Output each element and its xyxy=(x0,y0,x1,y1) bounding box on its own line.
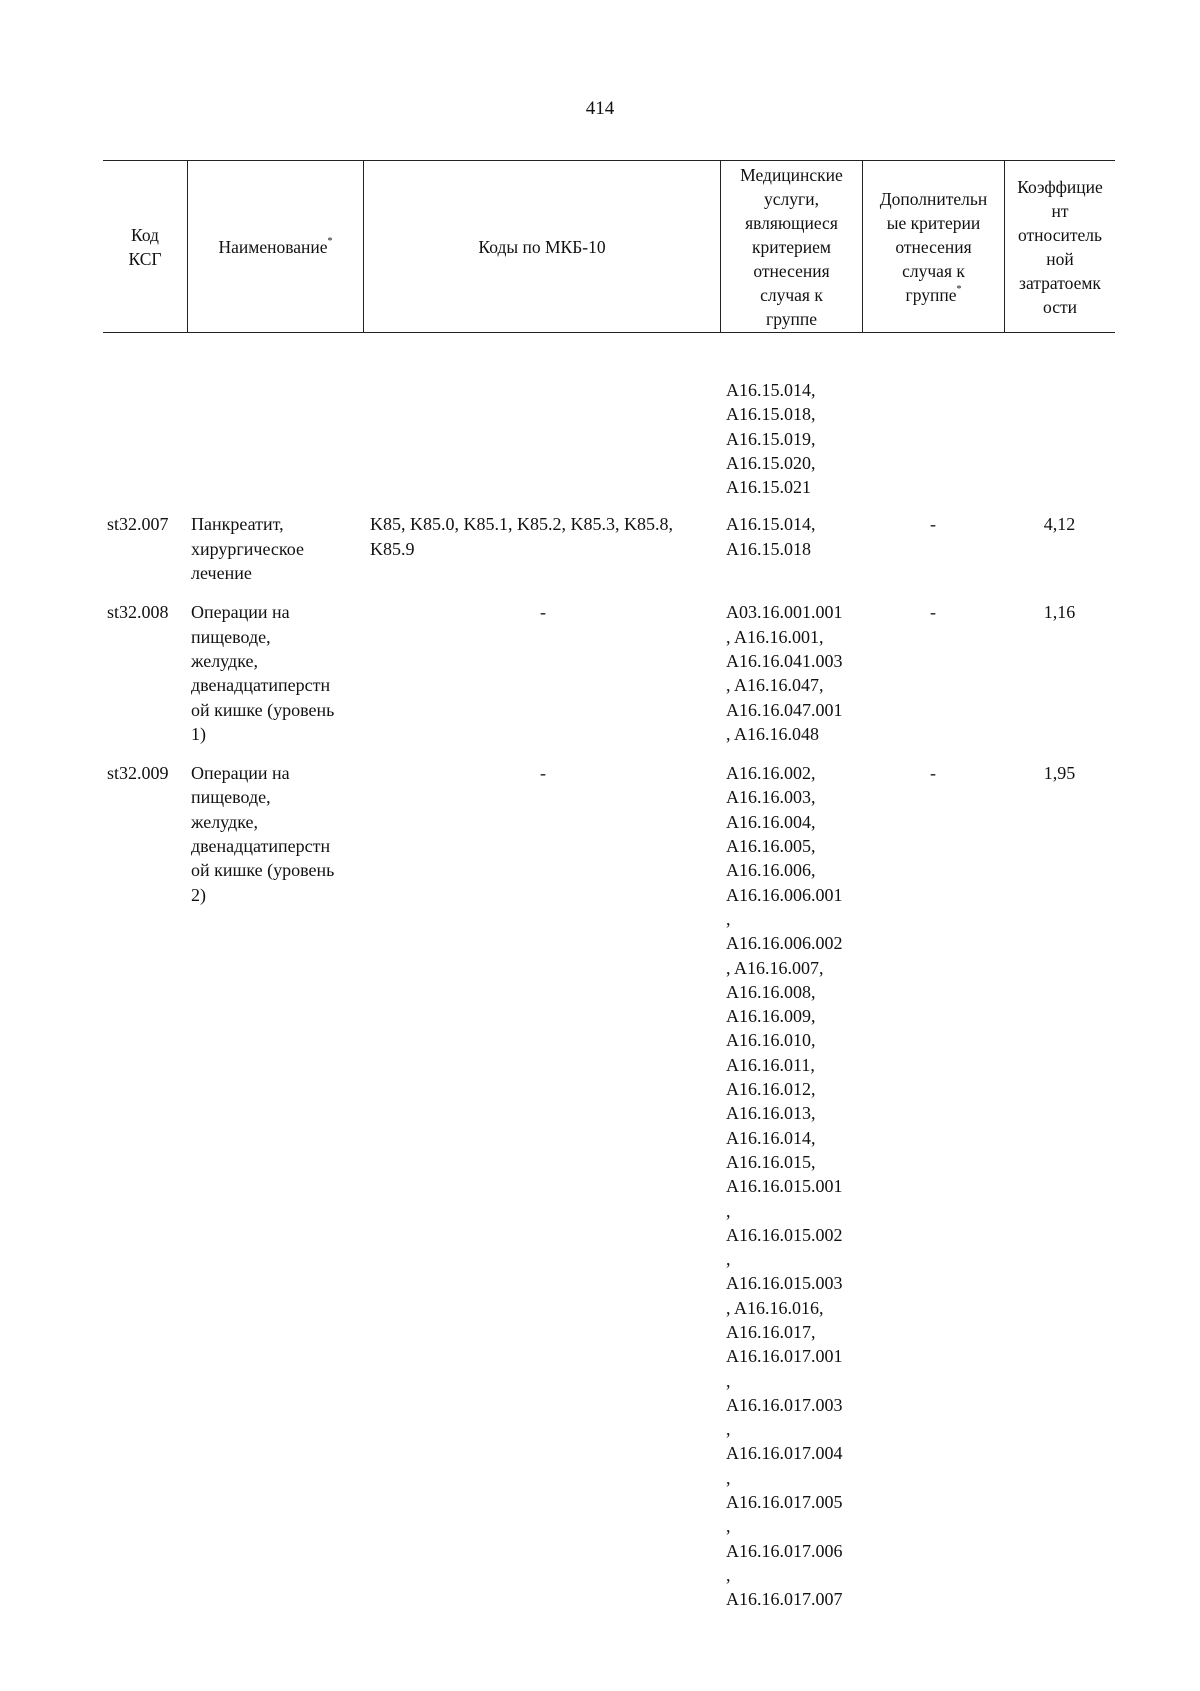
text-line: Коэффицие xyxy=(1017,176,1103,197)
text-line: A16.16.005, xyxy=(726,836,816,857)
text-line: , A16.16.048 xyxy=(726,723,820,744)
cell-mkb xyxy=(363,761,720,1611)
ksg-table xyxy=(103,160,1115,1612)
header-mkb xyxy=(363,161,720,332)
text-line: ые критерии xyxy=(886,212,981,233)
text-line: КСГ xyxy=(128,248,162,269)
text-line: A16.16.006.001 xyxy=(726,884,843,905)
page-number: 414 xyxy=(585,98,615,119)
text-line: желудке, xyxy=(191,811,258,832)
text-line: A16.16.017.006 xyxy=(726,1540,843,1561)
cell-additional xyxy=(862,378,1004,499)
text-line: A16.16.017.007 xyxy=(726,1589,843,1610)
text-line: группе* xyxy=(905,283,962,305)
text-line: пищеводе, xyxy=(191,787,271,808)
cell-code: st32.007 xyxy=(107,514,169,535)
header-name xyxy=(187,161,363,332)
text-line: - xyxy=(540,763,546,784)
text-line: A16.16.013, xyxy=(726,1103,816,1124)
cell-code: st32.009 xyxy=(107,763,169,784)
text-line: A16.16.015.003 xyxy=(726,1273,843,1294)
text-line: относитель xyxy=(1018,224,1102,245)
text-line: A16.16.041.003 xyxy=(726,650,843,671)
text-line: , xyxy=(726,1249,731,1270)
cell-name xyxy=(187,600,363,746)
cell-coef: 4,12 xyxy=(1043,514,1076,535)
text-line: A16.15.014, xyxy=(726,514,816,535)
text-line: ой кишке (уровень xyxy=(191,699,335,720)
header-code xyxy=(103,161,187,332)
table-body xyxy=(103,378,1115,1612)
text-line: , xyxy=(726,1419,731,1440)
text-line: A16.16.006.002 xyxy=(726,933,843,954)
text-line: случая к xyxy=(760,285,823,305)
text-line: A16.15.014, xyxy=(726,380,816,400)
text-line: A16.15.018, xyxy=(726,404,816,425)
cell-services xyxy=(720,761,862,1611)
text-line: A16.16.014, xyxy=(726,1127,816,1148)
text-line: 1) xyxy=(191,723,206,744)
header-code-text xyxy=(128,223,161,271)
text-line: Коды по МКБ-10 xyxy=(478,236,606,257)
text-line: 2) xyxy=(191,884,206,905)
cell-coef xyxy=(1004,378,1115,499)
text-line: , A16.16.016, xyxy=(726,1297,824,1318)
text-line: хирургическое xyxy=(191,538,304,559)
cell-name xyxy=(187,761,363,1611)
table-row xyxy=(103,512,1115,585)
cell-additional: - xyxy=(930,602,936,623)
header-services xyxy=(720,161,862,332)
cell-mkb xyxy=(363,512,720,585)
text-line: Операции на xyxy=(191,602,290,623)
text-line: A16.16.017.003 xyxy=(726,1394,843,1415)
text-line: ной xyxy=(1046,248,1074,269)
text-line: Медицинские xyxy=(740,165,843,185)
text-line: A16.16.008, xyxy=(726,981,816,1002)
text-line: , A16.16.007, xyxy=(726,957,824,978)
cell-additional: - xyxy=(930,514,936,535)
text-line: A16.16.004, xyxy=(726,811,816,832)
cell-services xyxy=(720,600,862,746)
text-line: A16.15.020, xyxy=(726,452,816,473)
text-line: лечение xyxy=(191,563,252,584)
text-line: , xyxy=(726,1516,731,1537)
text-line: ости xyxy=(1043,296,1077,317)
cell-coef: 1,16 xyxy=(1043,602,1076,623)
cell-name xyxy=(187,512,363,585)
text-line: A16.15.021 xyxy=(726,477,811,498)
table-row xyxy=(103,378,1115,499)
cell-code: st32.008 xyxy=(107,602,169,623)
text-line: Код xyxy=(131,224,159,245)
header-additional-text xyxy=(880,187,988,307)
text-line: A16.16.010, xyxy=(726,1030,816,1051)
text-line: являющиеся xyxy=(745,213,838,233)
text-line: - xyxy=(540,602,546,623)
text-line: A16.16.015.002 xyxy=(726,1224,843,1245)
text-line: , xyxy=(726,1467,731,1488)
text-line: Дополнительн xyxy=(879,188,988,209)
header-additional xyxy=(862,161,1004,332)
cell-services xyxy=(720,378,862,499)
text-line: A16.16.002, xyxy=(726,763,816,784)
text-line: , xyxy=(726,1564,731,1585)
header-coef-text xyxy=(1017,175,1103,319)
text-line: , xyxy=(726,1200,731,1221)
cell-name xyxy=(187,378,363,499)
header-services-text xyxy=(740,163,843,331)
text-line: A16.16.047.001 xyxy=(726,699,843,720)
cell-mkb xyxy=(363,600,720,746)
text-line: A16.16.003, xyxy=(726,787,816,808)
text-line: отнесения xyxy=(753,261,830,281)
text-line: желудке, xyxy=(191,650,258,671)
text-line: Операции на xyxy=(191,763,290,784)
cell-mkb xyxy=(363,378,720,499)
text-line: K85.9 xyxy=(370,538,415,559)
cell-coef: 1,95 xyxy=(1043,763,1076,784)
text-line: A03.16.001.001 xyxy=(726,602,843,623)
footnote-mark: * xyxy=(327,235,333,247)
text-line: затратоемк xyxy=(1019,272,1101,293)
text-line: случая к xyxy=(902,260,965,281)
table-header xyxy=(103,160,1115,333)
text-line: двенадцатиперстн xyxy=(191,675,331,696)
text-line: A16.16.015.001 xyxy=(726,1176,843,1197)
text-line: A16.16.017.001 xyxy=(726,1346,843,1367)
text-line: K85, K85.0, K85.1, K85.2, K85.3, K85.8, xyxy=(370,514,673,535)
text-line: Наименование xyxy=(218,236,328,257)
text-line: A16.15.018 xyxy=(726,538,811,559)
text-line: критерием xyxy=(751,237,831,257)
text-line: A16.16.006, xyxy=(726,860,816,881)
table-row xyxy=(103,761,1115,1611)
cell-additional: - xyxy=(930,763,936,784)
text-line: , A16.16.047, xyxy=(726,675,824,696)
text-line: A16.16.015, xyxy=(726,1151,816,1172)
text-line: нт xyxy=(1051,200,1069,221)
cell-services xyxy=(720,512,862,585)
text-line: A16.16.009, xyxy=(726,1006,816,1027)
text-line: A16.16.017, xyxy=(726,1321,816,1342)
text-line: пищеводе, xyxy=(191,626,271,647)
text-line: A16.16.017.004 xyxy=(726,1443,843,1464)
text-line: , A16.16.001, xyxy=(726,626,824,647)
text-line: группе xyxy=(766,309,817,329)
text-line: ой кишке (уровень xyxy=(191,860,335,881)
text-line: услуги, xyxy=(764,189,819,209)
header-name-text xyxy=(218,235,332,259)
text-line: отнесения xyxy=(895,236,972,257)
footnote-mark: * xyxy=(956,283,962,295)
text-line: двенадцатиперстн xyxy=(191,836,331,857)
cell-code xyxy=(103,378,187,499)
text-line: A16.16.017.005 xyxy=(726,1492,843,1513)
text-line: , xyxy=(726,1370,731,1391)
text-line: Панкреатит, xyxy=(191,514,284,535)
table-row xyxy=(103,600,1115,746)
header-coef xyxy=(1004,161,1115,332)
text-line: A16.16.012, xyxy=(726,1079,816,1100)
text-line: A16.15.019, xyxy=(726,428,816,449)
text-line: , xyxy=(726,908,731,929)
header-mkb-text xyxy=(478,235,605,259)
text-line: A16.16.011, xyxy=(726,1054,815,1075)
